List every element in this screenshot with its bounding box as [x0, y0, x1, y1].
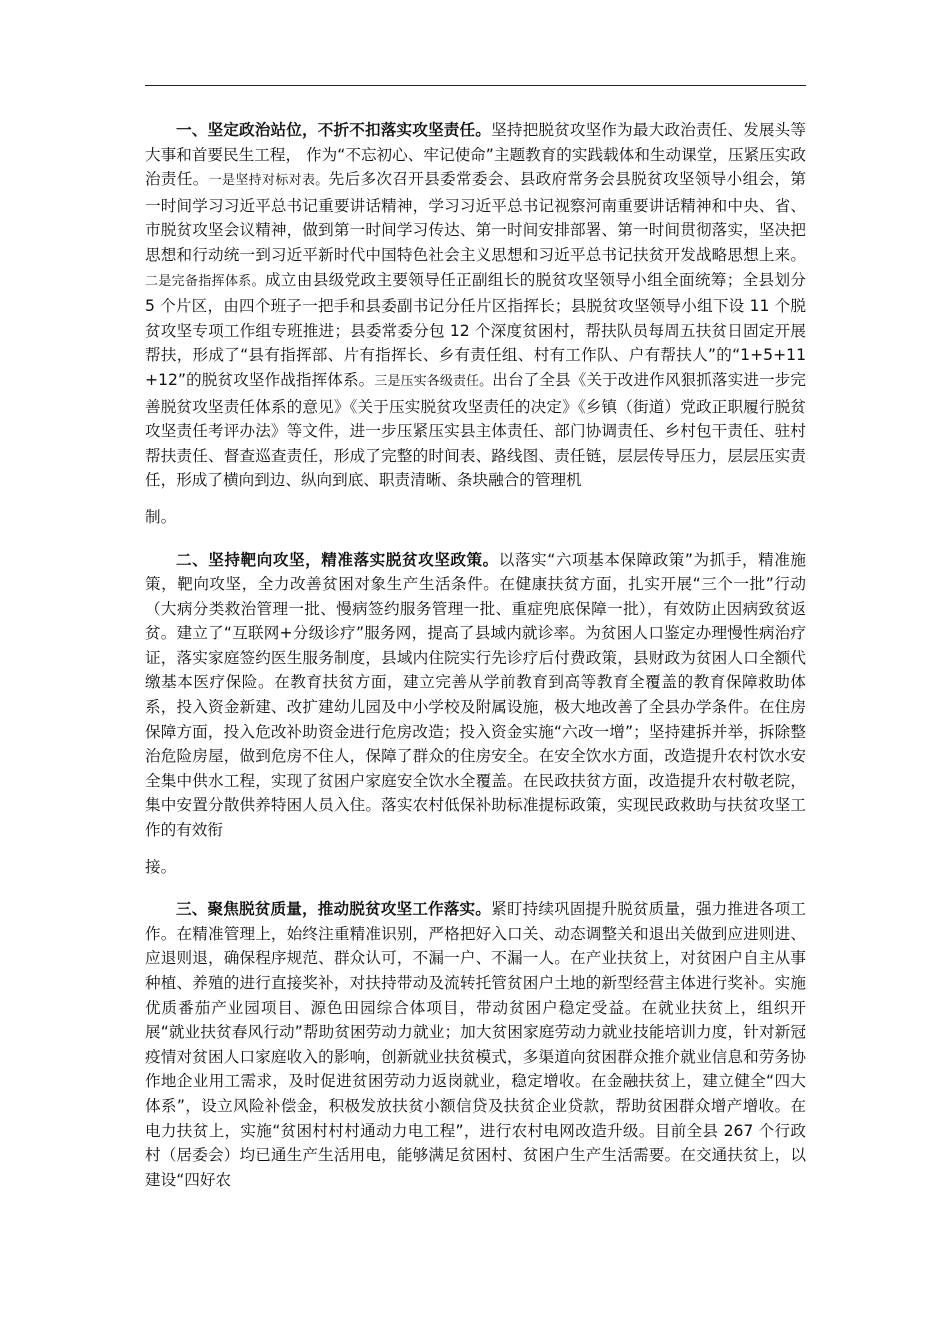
header-rule: [145, 85, 806, 86]
section-1-text-c: 成立由县级党政主要领导任正副组长的脱贫攻坚领导小组全面统筹；全县划分 5 个片区，由四个班子一把手和县委副书记分任片区指挥长；县脱贫攻坚领导小组下设 11 个脱贫攻坚专项工作组专班推进；县委常委分包 12 个深度贫困村，帮扶队员每周五扶贫日固定开展帮扶，形成了“县有指挥部、片有指挥长、乡有责任组、村有工作队、户有帮扶人”的“1+5+11+12”的脱贫攻坚作战指挥体系。: [145, 270, 806, 389]
section-1-text-d: 出台了全县《关于改进作风狠抓落实进一步完善脱贫攻坚责任体系的意见》《关于压实脱贫攻坚责任的决定》《乡镇（街道）党政正职履行脱贫攻坚责任考评办法》等文件，进一步压紧压实县主体责任、部门协调责任、乡村包干责任、驻村帮扶责任、督查巡查责任，形成了完整的时间表、路线图、责任链，层层传导压力，层层压实责任，形成了横向到边、纵向到底、职责清晰、条块融合的管理机: [145, 370, 806, 490]
section-3-heading: 三、聚焦脱贫质量，推动脱贫攻坚工作落实。: [176, 900, 492, 919]
paragraph-2: [145, 548, 806, 843]
section-1-text-b: 先后多次召开县委常委会、县政府常务会县脱贫攻坚领导小组会，第一时间学习习近平总书记重要讲话精神，学习习近平总书记视察河南重要讲话精神和中央、省、市脱贫攻坚会议精神，做到第一时间学习传达、第一时间安排部署、第一时间贯彻落实，坚决把思想和行动统一到习近平新时代中国特色社会主义思想和习近平总书记扶贫开发战略思想上来。: [145, 170, 806, 264]
section-1-heading: 一、坚定政治站位，不折不扣落实攻坚责任。: [176, 121, 492, 139]
section-3-text: 紧盯持续巩固提升脱贫质量，强力推进各项工作。在精准管理上，始终注重精准识别，严格把好入口关、动态调整关和退出关做到应进则进、应退则退，确保程序规范、群众认可，不漏一户、不漏一人。在产业扶贫上，对贫困户自主从事种植、养殖的进行直接奖补，对扶持带动及流转托管贫困户土地的新型经营主体进行奖补。实施优质番茄产业园项目、源色田园综合体项目，带动贫困户稳定受益。在就业扶贫上，组织开展“就业扶贫春风行动”帮助贫困劳动力就业；加大贫困家庭劳动力就业技能培训力度，针对新冠疫情对贫困人口家庭收入的影响，创新就业扶贫模式，多渠道向贫困群众推介就业信息和劳务协作地企业用工需求，及时促进贫困劳动力返岗就业，稳定增收。在金融扶贫上，建立健全“四大体系”，设立风险补偿金，积极发放扶贫小额信贷及扶贫企业贷款，帮助贫困群众增产增收。在电力扶贫上，实施“贫困村村村通动力电工程”，进行农村电网改造升级。目前全县 267 个行政村（居委会）均已通生产生活用电，能够满足贫困村、贫困户生产生活需要。在交通扶贫上，以建设“四好农: [145, 900, 806, 1189]
paragraph-1: [145, 118, 806, 493]
section-2-heading: 二、坚持靶向攻坚，精准落实脱贫攻坚政策。: [176, 550, 499, 569]
section-1-subheading-3: 三是压实各级责任。: [374, 373, 493, 389]
paragraph-1-tail: 制。: [145, 507, 177, 526]
section-1-subheading-1: 一是坚持对标对表。: [208, 173, 329, 189]
section-1-subheading-2: 二是完备指挥体系。: [145, 273, 265, 289]
section-2-text: 以落实“六项基本保障政策”为抓手，精准施策，靶向攻坚，全力改善贫困对象生产生活条件。在健康扶贫方面，扎实开展“三个一批”行动（大病分类救治管理一批、慢病签约服务管理一批、重症兜底保障一批），有效防止因病致贫返贫。建立了“互联网+分级诊疗”服务网，提高了县域内就诊率。为贫困人口鉴定办理慢性病治疗证，落实家庭签约医生服务制度，县域内住院实行先诊疗后付费政策，县财政为贫困人口全额代缴基本医疗保险。在教育扶贫方面，建立完善从学前教育到高等教育全覆盖的教育保障救助体系，投入资金新建、改扩建幼儿园及中小学校及附属设施，极大地改善了全县办学条件。在住房保障方面，投入危改补助资金进行危房改造；投入资金实施“六改一增”；坚持建拆并举，拆除整治危险房屋，做到危房不住人，保障了群众的住房安全。在安全饮水方面，改造提升农村饮水安全集中供水工程，实现了贫困户家庭安全饮水全覆盖。在民政扶贫方面，改造提升农村敬老院，集中安置分散供养特困人员入住。落实农村低保补助标准提标政策，实现民政救助与扶贫攻坚工作的有效衔: [145, 550, 806, 840]
document-body: [145, 118, 806, 1192]
paragraph-2-tail: 接。: [145, 857, 177, 876]
section-1-text-a: 坚持把脱贫攻坚作为最大政治责任、发展头等大事和首要民生工程， 作为“不忘初心、牢记使命”主题教育的实践载体和生动课堂，压紧压实政治责任。: [145, 121, 806, 189]
paragraph-3: [145, 897, 806, 1192]
